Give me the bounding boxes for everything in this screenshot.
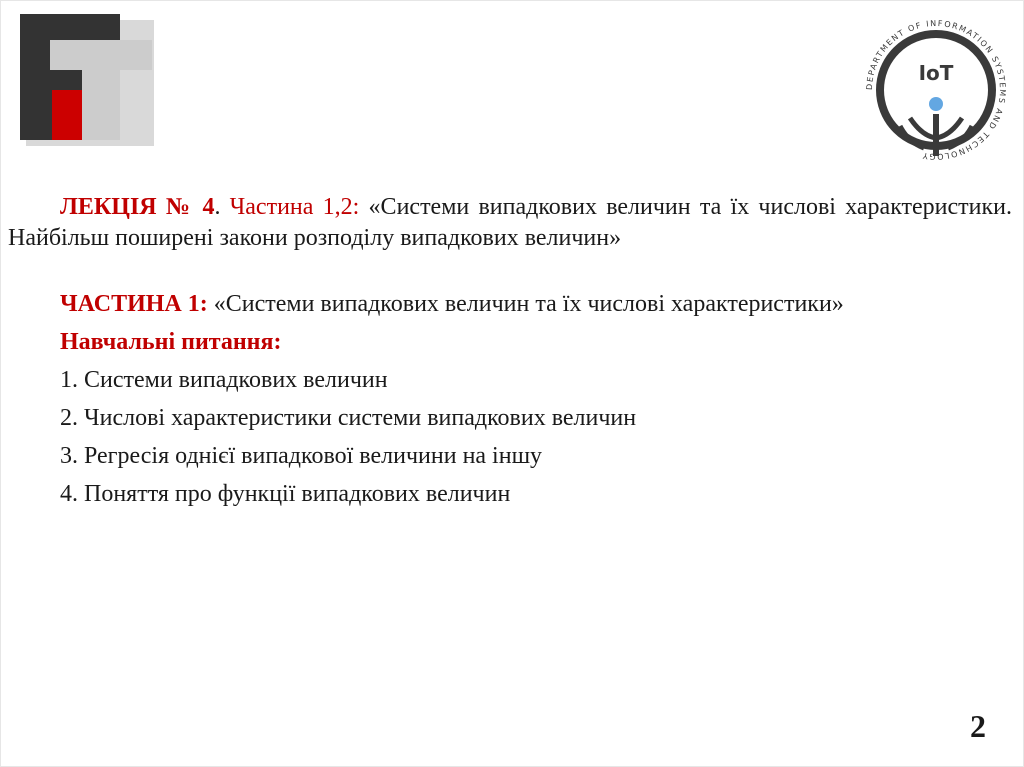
part-one-topic: «Системи випадкових величин та їх числові характеристики» <box>207 291 844 317</box>
lecture-label-dot: . <box>214 194 221 220</box>
part-one-title <box>60 285 1012 323</box>
question-item: 4. Поняття про функції випадкових величин <box>60 481 511 507</box>
questions-heading: Навчальні питання: <box>60 329 282 355</box>
part-one-label: ЧАСТИНА 1: <box>60 291 208 317</box>
page-number: 2 <box>970 708 986 744</box>
lecture-label: ЛЕКЦІЯ № 4 <box>60 194 215 220</box>
iot-ring-text: DEPARTMENT OF INFORMATION SYSTEMS AND TECHNOLOGY <box>864 18 1008 162</box>
iot-logo-icon <box>852 6 1020 174</box>
part-one-section <box>8 285 1012 513</box>
question-item: 2. Числові характеристики системи випадкових величин <box>60 405 637 431</box>
question-item: 1. Системи випадкових величин <box>60 367 388 393</box>
lecture-title <box>8 192 1012 254</box>
ft-logo-icon <box>20 14 156 148</box>
lecture-topic: «Системи випадкових величин та їх числові характеристики. Найбільш поширені закони розподілу випадкових величин» <box>8 194 1013 251</box>
question-item: 3. Регресія однієї випадкової величини на іншу <box>60 443 543 469</box>
lecture-part: Частина 1,2: <box>220 194 360 220</box>
iot-center-text: IoT <box>918 61 954 85</box>
slide-content <box>8 192 1012 513</box>
